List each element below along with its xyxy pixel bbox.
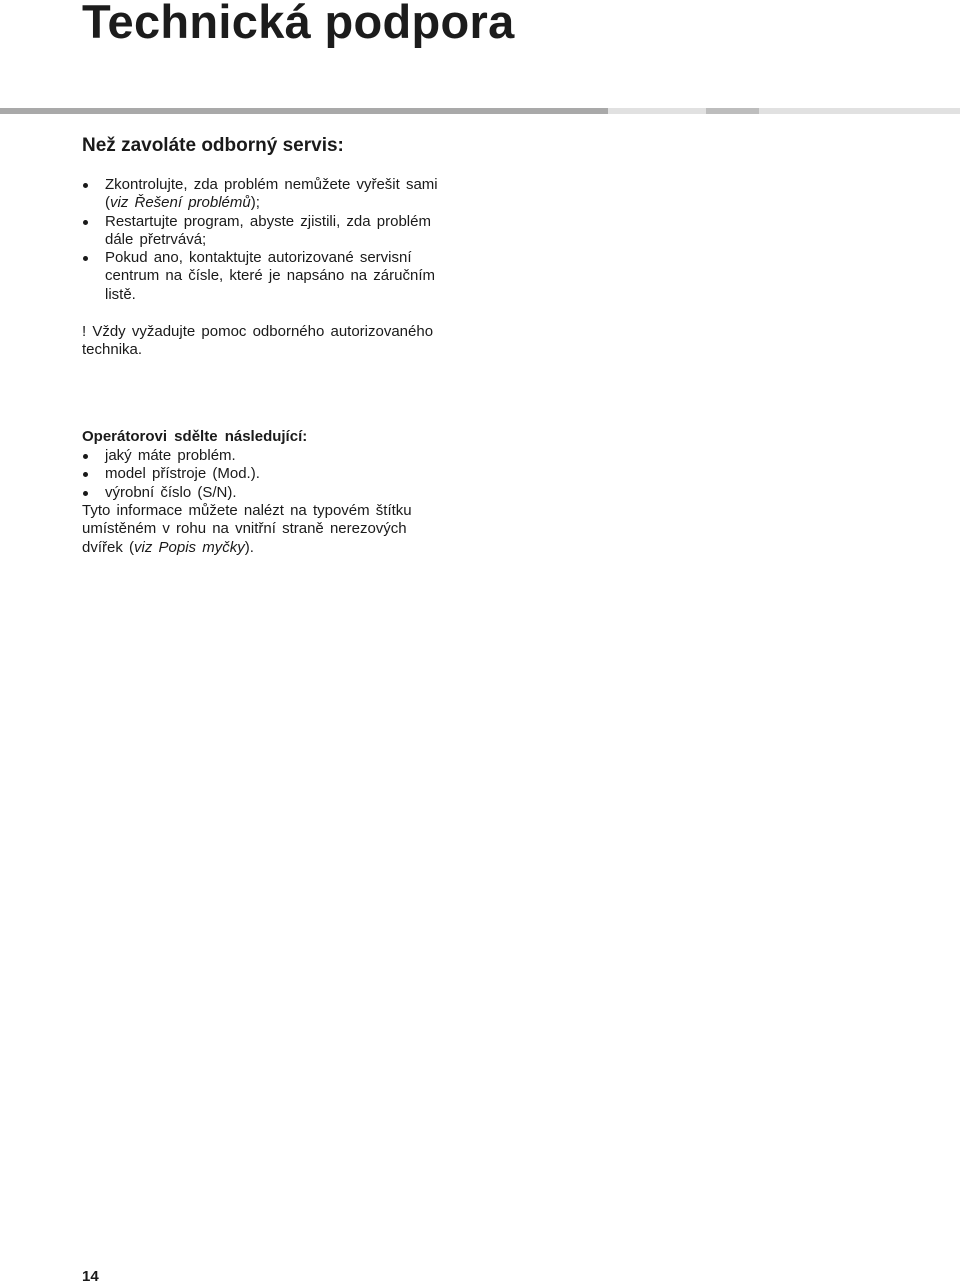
header-rule-light-segment — [608, 108, 706, 114]
list-item-line: Restartujte program, abyste zjistili, zda problém — [105, 212, 431, 230]
bullet-icon — [83, 183, 88, 188]
paragraph-line: Tyto informace můžete nalézt na typovém štítku — [82, 502, 412, 519]
paragraph-line: dvířek (viz Popis myčky). — [82, 538, 254, 556]
page-title: Technická podpora — [82, 0, 515, 48]
list-item-line: Pokud ano, kontaktujte autorizované servisní — [105, 249, 412, 267]
list-item — [82, 249, 438, 304]
before-call-list — [82, 176, 438, 304]
operator-heading: Operátorovi sdělte následující: — [82, 428, 308, 445]
list-item-line: listě. — [105, 285, 136, 303]
cross-reference: viz Popis myčky — [134, 538, 245, 556]
header-rule-mid-segment — [706, 108, 759, 114]
header-rule-light-segment — [759, 108, 960, 114]
list-item: výrobní číslo (S/N). — [82, 484, 260, 502]
bullet-icon — [83, 220, 88, 225]
list-item: jaký máte problém. — [82, 447, 260, 465]
warning-note — [82, 323, 433, 360]
list-item — [82, 176, 438, 213]
header-rule-dark-segment — [0, 108, 608, 114]
paragraph-line: umístěném v rohu na vnitřní straně nerezových — [82, 520, 407, 538]
warning-line: technika. — [82, 341, 143, 359]
bullet-icon — [83, 491, 88, 496]
bullet-icon — [83, 472, 88, 477]
list-item: model přístroje (Mod.). — [82, 465, 260, 483]
operator-list — [82, 447, 260, 502]
operator-info-text — [82, 502, 412, 557]
list-item-line: Zkontrolujte, zda problém nemůžete vyřešit sami — [105, 176, 438, 193]
list-item — [82, 213, 438, 250]
bullet-icon — [83, 454, 88, 459]
bullet-icon — [83, 256, 88, 261]
list-item-line: (viz Řešení problémů); — [105, 194, 260, 212]
section-heading: Než zavoláte odborný servis: — [82, 135, 344, 156]
list-item-line: centrum na čísle, které je napsáno na záručním — [105, 267, 435, 285]
cross-reference: viz Řešení problémů — [110, 194, 251, 212]
list-item-line: dále přetrvává; — [105, 230, 207, 248]
page-number: 14 — [82, 1268, 99, 1285]
warning-line: ! Vždy vyžadujte pomoc odborného autorizovaného — [82, 323, 434, 340]
